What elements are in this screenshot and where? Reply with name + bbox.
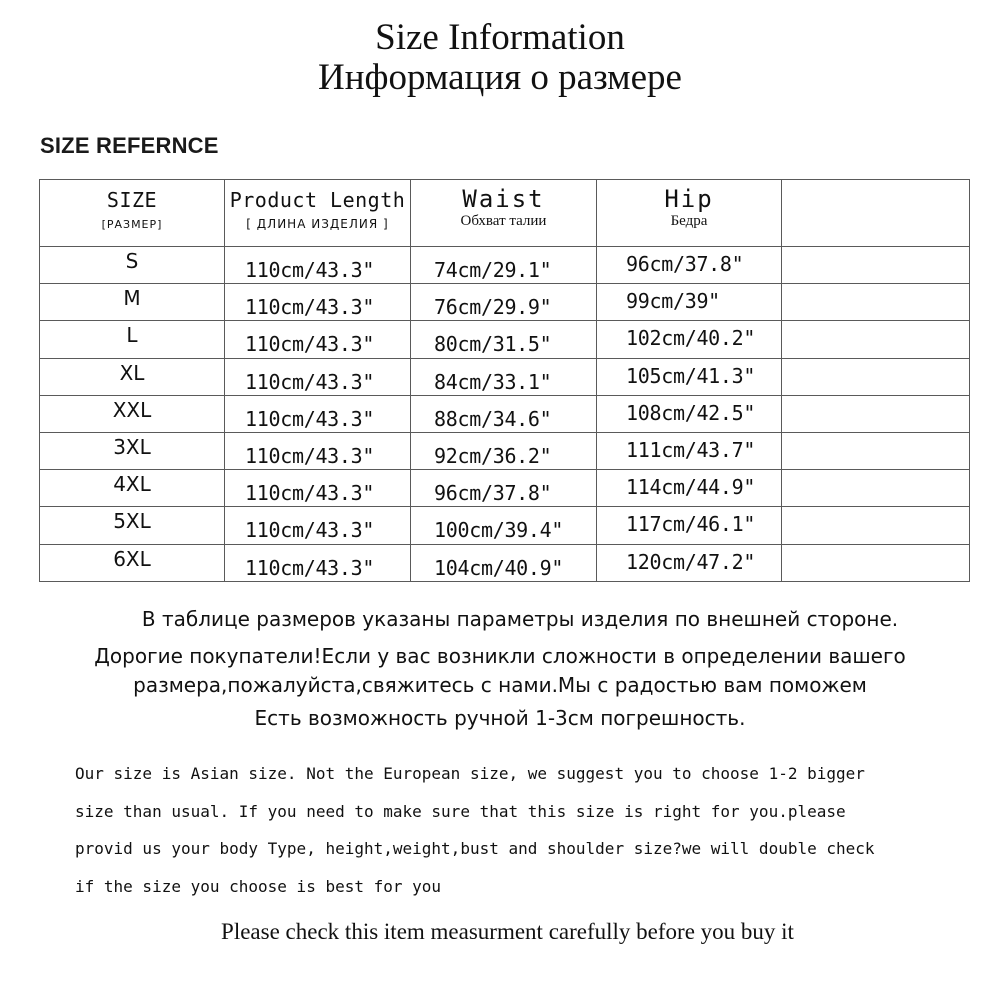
cell-size xyxy=(40,395,225,432)
waist-value: 80cm/31.5" xyxy=(434,332,552,357)
size-label: 3XL xyxy=(113,434,151,459)
hip-value: 108cm/42.5" xyxy=(626,400,756,425)
hip-value: 117cm/46.1" xyxy=(626,512,756,537)
cell-empty xyxy=(782,284,970,321)
cell-waist xyxy=(411,321,597,358)
size-label: S xyxy=(125,249,139,273)
size-label: M xyxy=(123,286,141,311)
header-size-sublabel: [РАЗМЕР] xyxy=(101,218,163,231)
table-row xyxy=(40,544,970,581)
length-value: 110cm/43.3" xyxy=(245,406,375,431)
table-row xyxy=(40,321,970,358)
header-waist-sublabel: Обхват талии xyxy=(460,213,547,229)
cell-empty xyxy=(782,507,970,544)
header-hip-sublabel: Бедра xyxy=(670,213,708,229)
cell-empty xyxy=(782,247,970,284)
note-ru-2: Дорогие покупатели!Если у вас возникли сложности в определении вашего xyxy=(94,644,906,668)
cell-hip xyxy=(597,470,782,507)
cell-waist xyxy=(411,247,597,284)
cell-hip xyxy=(597,507,782,544)
final-note: Please check this item measurment carefully before you buy it xyxy=(221,919,794,944)
hip-value: 111cm/43.7" xyxy=(626,437,756,462)
cell-waist xyxy=(411,395,597,432)
size-label: XL xyxy=(119,360,145,385)
length-value: 110cm/43.3" xyxy=(245,295,375,320)
cell-length xyxy=(225,247,411,284)
size-label: L xyxy=(126,323,138,348)
cell-size xyxy=(40,358,225,395)
title-russian: Информация о размере xyxy=(318,57,682,98)
cell-hip xyxy=(597,544,782,581)
table-row xyxy=(40,358,970,395)
cell-waist xyxy=(411,284,597,321)
hip-value: 96cm/37.8" xyxy=(626,252,744,276)
hip-value: 99cm/39" xyxy=(626,289,720,314)
header-length xyxy=(225,180,411,247)
waist-value: 88cm/34.6" xyxy=(434,406,552,431)
table-row xyxy=(40,507,970,544)
waist-value: 100cm/39.4" xyxy=(434,518,564,543)
cell-length xyxy=(225,358,411,395)
header-length-sublabel: [ ДЛИНА ИЗДЕЛИЯ ] xyxy=(246,217,389,231)
length-value: 110cm/43.3" xyxy=(245,443,375,468)
length-value: 110cm/43.3" xyxy=(245,258,375,282)
cell-size xyxy=(40,507,225,544)
hip-value: 120cm/47.2" xyxy=(626,549,756,574)
size-label: 6XL xyxy=(113,546,151,571)
length-value: 110cm/43.3" xyxy=(245,518,375,543)
cell-length xyxy=(225,321,411,358)
waist-value: 92cm/36.2" xyxy=(434,443,552,468)
header-size xyxy=(40,180,225,247)
note-english xyxy=(75,755,985,905)
cell-length xyxy=(225,507,411,544)
size-label: 4XL xyxy=(113,472,151,497)
header-waist xyxy=(411,180,597,247)
cell-empty xyxy=(782,395,970,432)
header-length-label: Product Length xyxy=(229,188,406,212)
header-hip-label: Hip xyxy=(664,185,714,213)
title-english: Size Information xyxy=(375,17,625,58)
cell-length xyxy=(225,544,411,581)
cell-empty xyxy=(782,470,970,507)
cell-empty xyxy=(782,358,970,395)
cell-waist xyxy=(411,358,597,395)
table-row xyxy=(40,284,970,321)
table-row xyxy=(40,432,970,469)
waist-value: 76cm/29.9" xyxy=(434,295,552,320)
table-row xyxy=(40,395,970,432)
cell-waist xyxy=(411,470,597,507)
cell-waist xyxy=(411,544,597,581)
waist-value: 96cm/37.8" xyxy=(434,481,552,506)
note-en-line-2: size than usual. If you need to make sure that this size is right for you.please xyxy=(75,801,846,821)
cell-waist xyxy=(411,432,597,469)
cell-empty xyxy=(782,321,970,358)
section-title: SIZE REFERNCE xyxy=(40,133,219,158)
note-en-line-3: provid us your body Type, height,weight,bust and shoulder size?we will double check xyxy=(75,839,875,859)
cell-length xyxy=(225,395,411,432)
cell-size xyxy=(40,470,225,507)
table-header-row xyxy=(40,180,970,247)
length-value: 110cm/43.3" xyxy=(245,369,375,394)
note-ru-1: В таблице размеров указаны параметры изделия по внешней стороне. xyxy=(141,607,899,631)
header-waist-label: Waist xyxy=(462,185,545,213)
note-en-line-1: Our size is Asian size. Not the European size, we suggest you to choose 1-2 bigger xyxy=(75,764,865,783)
cell-hip xyxy=(597,432,782,469)
cell-empty xyxy=(782,432,970,469)
hip-value: 102cm/40.2" xyxy=(626,326,756,351)
cell-size xyxy=(40,432,225,469)
length-value: 110cm/43.3" xyxy=(245,481,375,506)
cell-length xyxy=(225,432,411,469)
cell-empty xyxy=(782,544,970,581)
note-en-line-4: if the size you choose is best for you xyxy=(75,876,442,896)
header-hip xyxy=(597,180,782,247)
size-table xyxy=(39,179,970,582)
size-label: XXL xyxy=(112,397,152,422)
cell-size xyxy=(40,284,225,321)
length-value: 110cm/43.3" xyxy=(245,555,375,580)
waist-value: 74cm/29.1" xyxy=(434,258,552,282)
header-size-label: SIZE xyxy=(106,188,158,212)
table-row xyxy=(40,247,970,284)
hip-value: 114cm/44.9" xyxy=(626,475,756,500)
cell-hip xyxy=(597,358,782,395)
cell-waist xyxy=(411,507,597,544)
table-row xyxy=(40,470,970,507)
cell-length xyxy=(225,284,411,321)
hip-value: 105cm/41.3" xyxy=(626,363,756,388)
length-value: 110cm/43.3" xyxy=(245,332,375,357)
cell-size xyxy=(40,247,225,284)
size-label: 5XL xyxy=(113,509,151,534)
waist-value: 84cm/33.1" xyxy=(434,369,552,394)
cell-length xyxy=(225,470,411,507)
cell-hip xyxy=(597,321,782,358)
cell-size xyxy=(40,544,225,581)
cell-hip xyxy=(597,284,782,321)
cell-hip xyxy=(597,247,782,284)
cell-size xyxy=(40,321,225,358)
waist-value: 104cm/40.9" xyxy=(434,555,564,580)
note-ru-4: Есть возможность ручной 1-3см погрешность. xyxy=(254,706,746,730)
cell-hip xyxy=(597,395,782,432)
header-empty xyxy=(782,180,970,247)
note-ru-3: размера,пожалуйста,свяжитесь с нами.Мы с радостью вам поможем xyxy=(133,673,867,697)
